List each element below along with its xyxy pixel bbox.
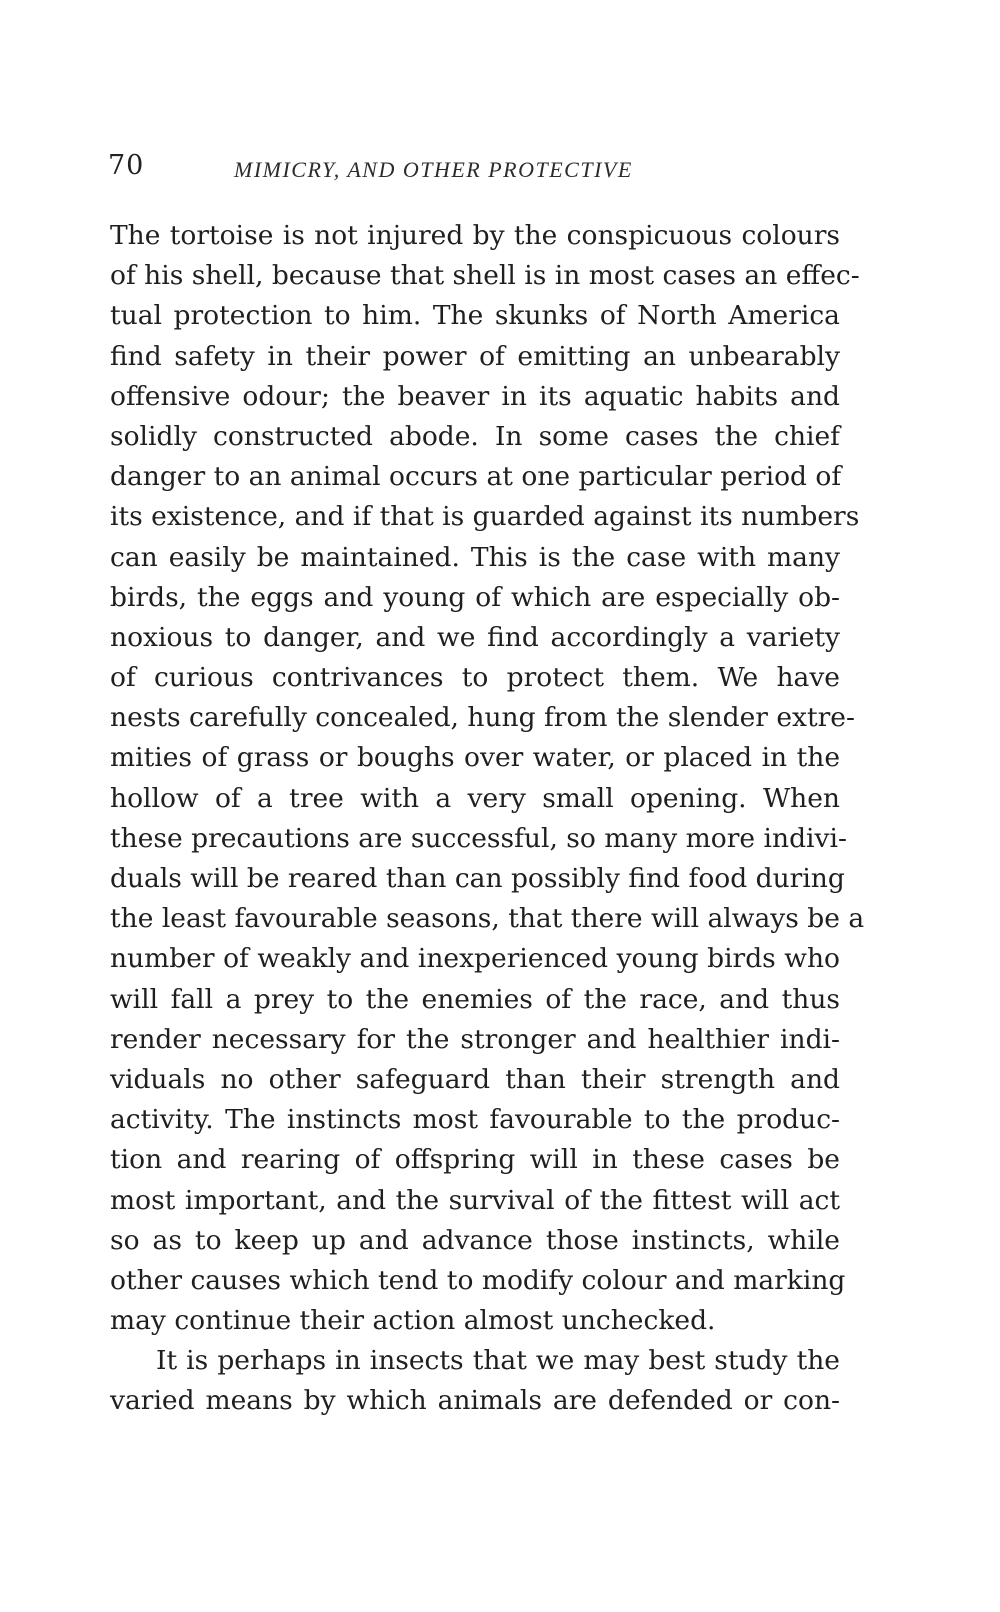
text-line: these precautions are successful, so many more indivi-: [110, 822, 847, 854]
text-line: number of weakly and inexperienced young birds who: [110, 943, 840, 975]
text-line: its existence, and if that is guarded against its numbers: [110, 501, 860, 533]
text-line: will fall a prey to the enemies of the race, and thus: [110, 983, 840, 1015]
text-line: render necessary for the stronger and healthier indi-: [110, 1023, 840, 1055]
running-title: MIMICRY, AND OTHER PROTECTIVE: [234, 157, 633, 182]
text-line: danger to an animal occurs at one particular period of: [110, 461, 842, 493]
text-line: The tortoise is not injured by the conspicuous colours: [110, 220, 840, 251]
text-line: find safety in their power of emitting an unbearably: [110, 340, 840, 372]
body-text: [110, 216, 865, 1422]
text-line: most important, and the survival of the fittest will act: [110, 1184, 840, 1216]
page-number: 70: [108, 150, 145, 181]
text-line: hollow of a tree with a very small opening. When: [110, 782, 840, 814]
running-head: [108, 150, 868, 190]
text-line: duals will be reared than can possibly find food during: [110, 863, 845, 894]
text-line: activity. The instincts most favourable to the produc-: [110, 1104, 840, 1136]
paragraph-2: [110, 1341, 840, 1421]
text-line: the least favourable seasons, that there will always be a: [110, 903, 865, 935]
text-line: nests carefully concealed, hung from the slender extre-: [110, 702, 855, 734]
text-line: can easily be maintained. This is the case with many: [110, 541, 840, 573]
text-line: offensive odour; the beaver in its aquatic habits and: [110, 380, 840, 412]
text-line: birds, the eggs and young of which are especially ob-: [110, 581, 840, 613]
text-line: varied means by which animals are defended or con-: [110, 1385, 840, 1417]
text-line: so as to keep up and advance those instincts, while: [110, 1224, 840, 1256]
text-line: tion and rearing of offspring will in these cases be: [110, 1144, 840, 1176]
paragraph-1: [110, 216, 865, 1341]
text-line: of his shell, because that shell is in most cases an effec-: [110, 260, 860, 292]
text-line: other causes which tend to modify colour and marking: [110, 1264, 846, 1296]
text-line: of curious contrivances to protect them. We have: [110, 662, 840, 694]
text-line: viduals no other safeguard than their strength and: [110, 1063, 840, 1095]
text-line: tual protection to him. The skunks of North America: [110, 300, 840, 332]
text-line: mities of grass or boughs over water, or placed in the: [110, 742, 840, 774]
text-line: solidly constructed abode. In some cases the chief: [110, 420, 840, 452]
text-line: may continue their action almost unchecked.: [110, 1305, 716, 1337]
text-line: noxious to danger, and we find accordingly a variety: [110, 621, 840, 653]
text-line: It is perhaps in insects that we may best study the: [156, 1345, 840, 1377]
